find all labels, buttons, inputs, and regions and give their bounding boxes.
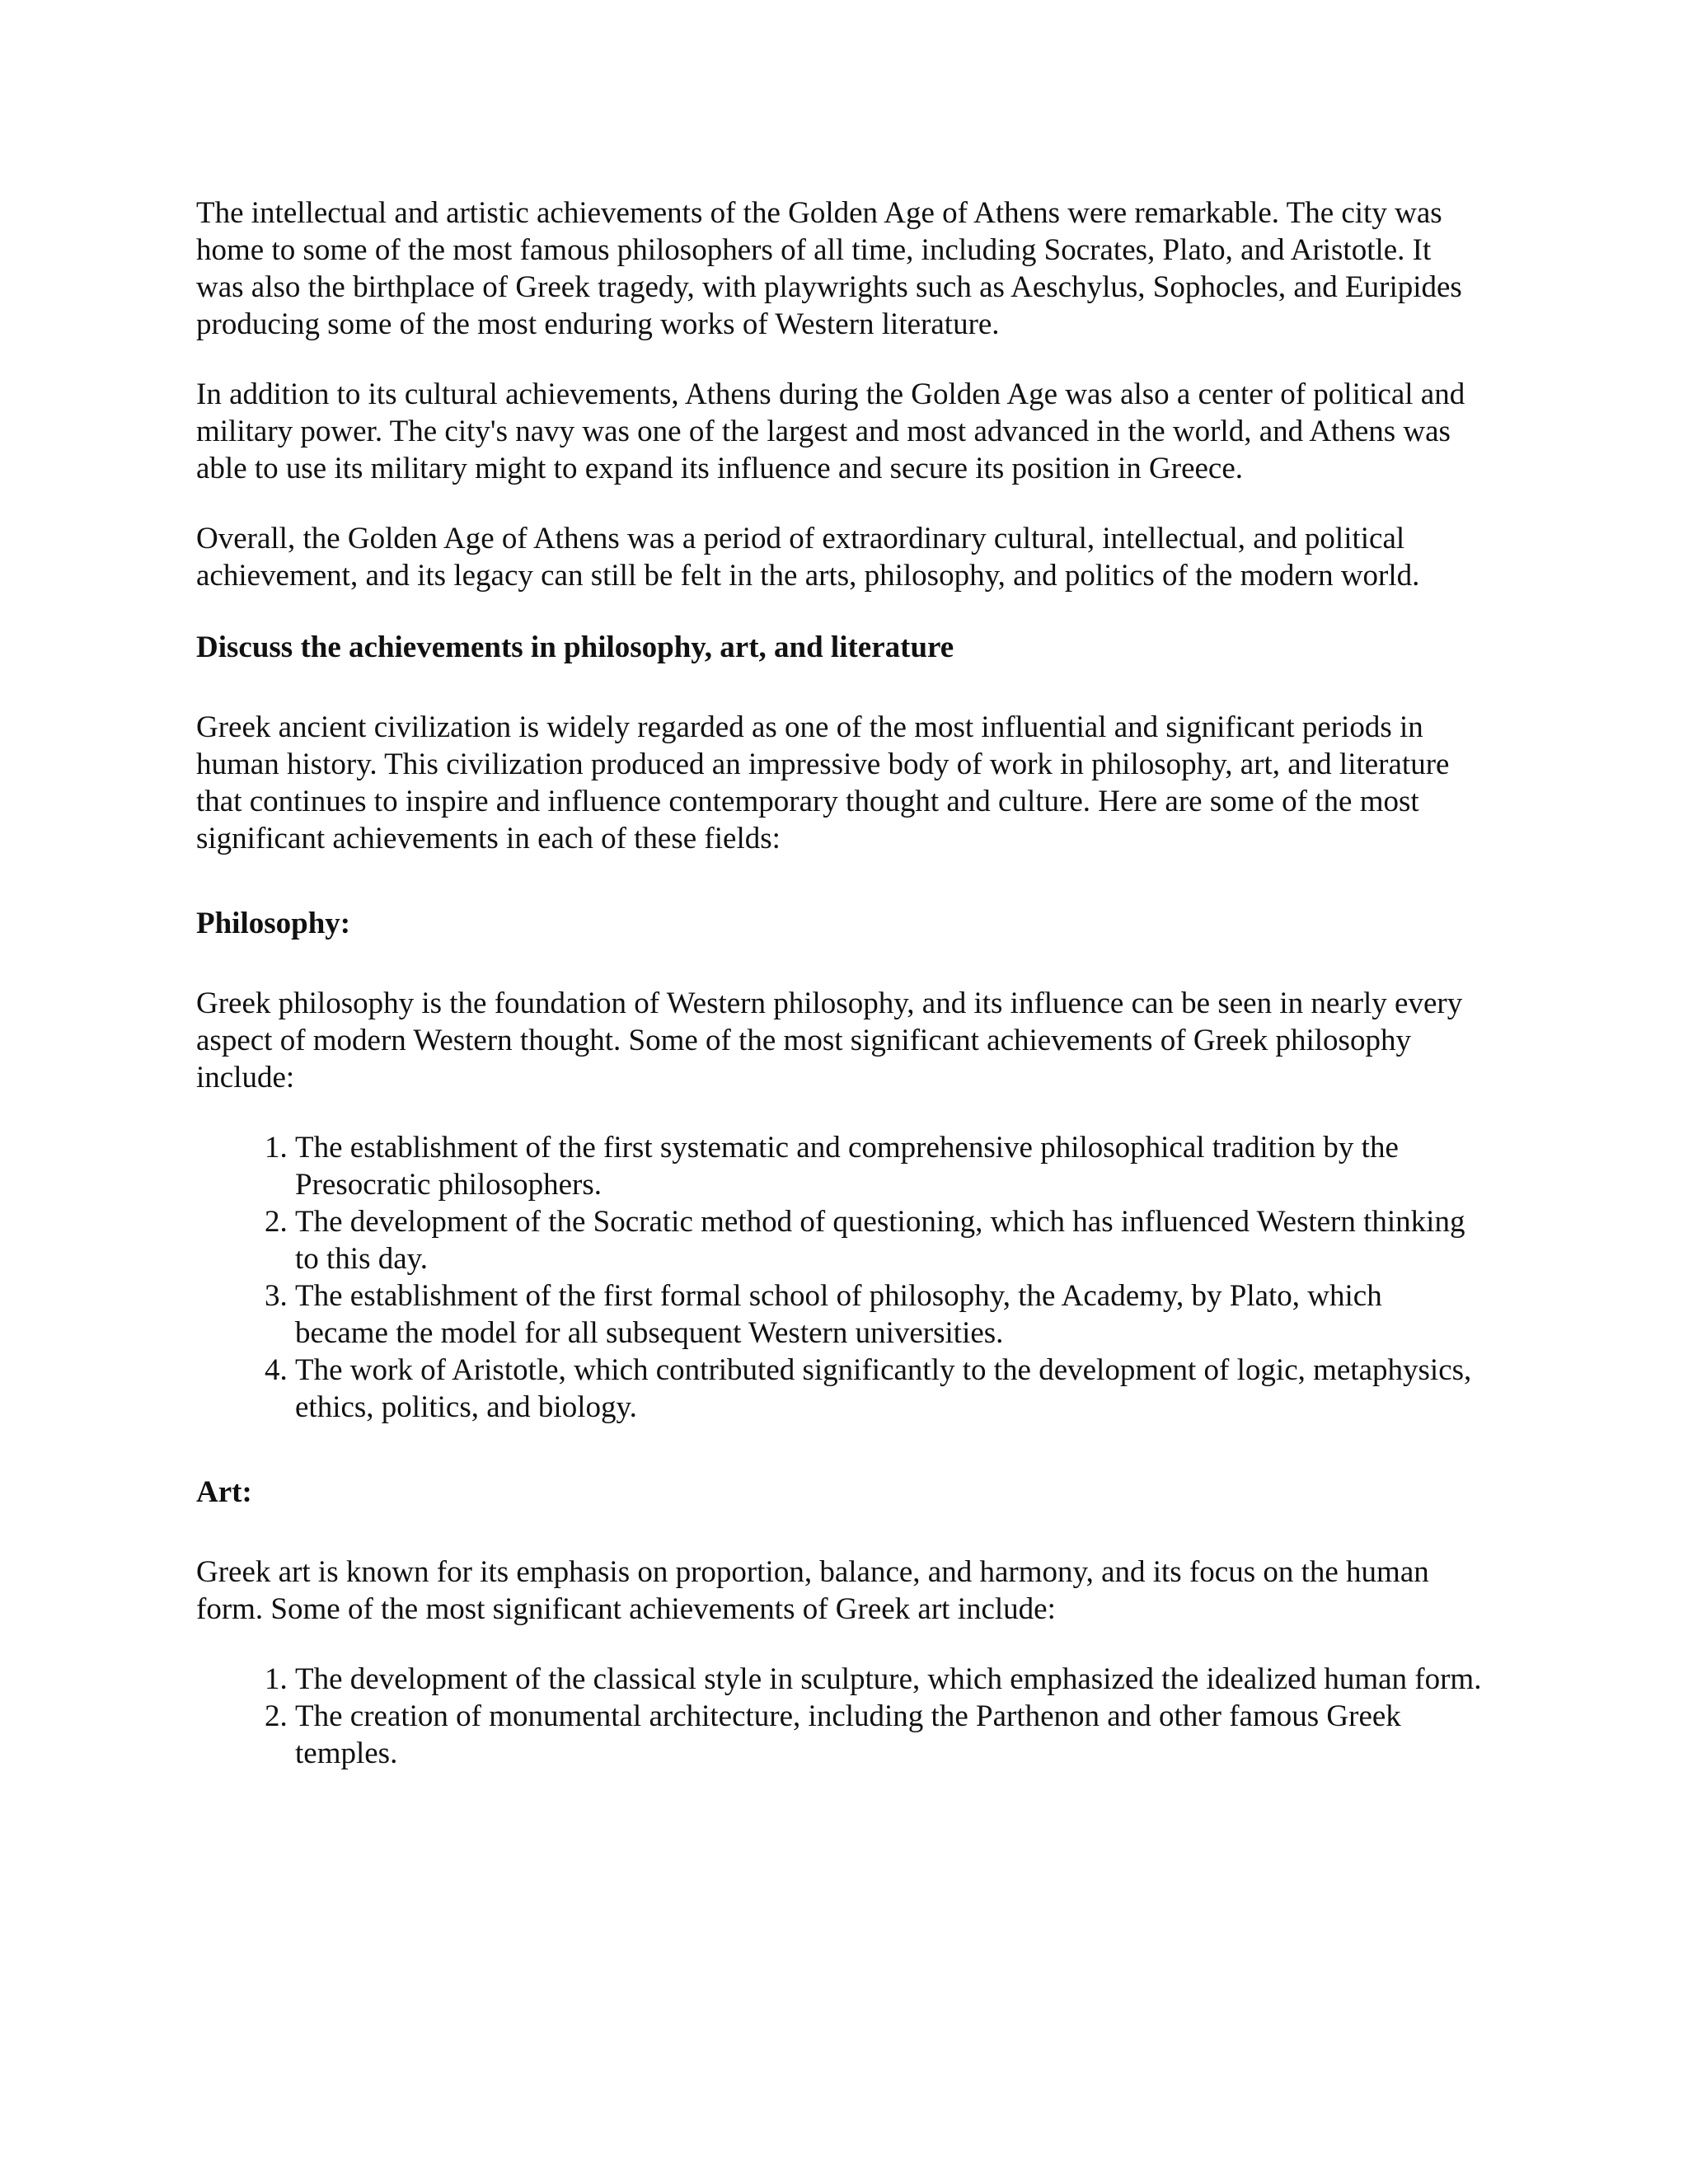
list-item: 1. The establishment of the first systematic and comprehensive philosophical tradition by the Presocratic philosophers. (295, 1129, 1482, 1203)
list-item: 1. The development of the classical style in sculpture, which emphasized the idealized human form. (295, 1661, 1482, 1698)
list-item: 2. The development of the Socratic method of questioning, which has influenced Western thinking to this day. (295, 1203, 1482, 1277)
paragraph-political-military-power: In addition to its cultural achievements, Athens during the Golden Age was also a center of political and military power. The city's navy was one of the largest and most advanced in the world, and Athens was able to use its military might to expand its influence and secure its position in Greece. (196, 377, 1465, 485)
philosophy-list (196, 1129, 1482, 1426)
list-item: 2. The creation of monumental architecture, including the Parthenon and other famous Greek temples. (295, 1698, 1482, 1772)
paragraph-section-intro: Greek ancient civilization is widely regarded as one of the most influential and significant periods in human history. This civilization produced an impressive body of work in philosophy, art, and literature that continues to inspire and influence contemporary thought and culture. Here are some of the most significant achievements in each of these fields: (196, 710, 1450, 855)
paragraph-art-intro: Greek art is known for its emphasis on proportion, balance, and harmony, and its focus on the human form. Some of the most significant achievements of Greek art include: (196, 1555, 1429, 1626)
paragraph-golden-age-achievements: The intellectual and artistic achievements of the Golden Age of Athens were remarkable. The city was home to some of the most famous philosophers of all time, including Socrates, Plato, and Aristotle. It was also the birthplace of Greek tragedy, with playwrights such as Aeschylus, Sophocles, and Euripides producing some of the most enduring works of Western literature. (196, 196, 1462, 341)
art-list (196, 1661, 1482, 1772)
section-heading-achievements: Discuss the achievements in philosophy, art, and literature (196, 630, 954, 664)
list-item: 4. The work of Aristotle, which contributed significantly to the development of logic, metaphysics, ethics, politics, and biology. (295, 1352, 1482, 1426)
heading-art: Art: (196, 1475, 252, 1509)
paragraph-philosophy-intro: Greek philosophy is the foundation of Western philosophy, and its influence can be seen in nearly every aspect of modern Western thought. Some of the most significant achievements of Greek philosophy include: (196, 987, 1463, 1094)
document-page (196, 194, 1482, 1820)
paragraph-overall-legacy: Overall, the Golden Age of Athens was a period of extraordinary cultural, intellectual, and political achievement, and its legacy can still be felt in the arts, philosophy, and politics of the modern world. (196, 522, 1420, 593)
heading-philosophy: Philosophy: (196, 907, 351, 940)
list-item: 3. The establishment of the first formal school of philosophy, the Academy, by Plato, which became the model for all subsequent Western universities. (295, 1277, 1482, 1352)
